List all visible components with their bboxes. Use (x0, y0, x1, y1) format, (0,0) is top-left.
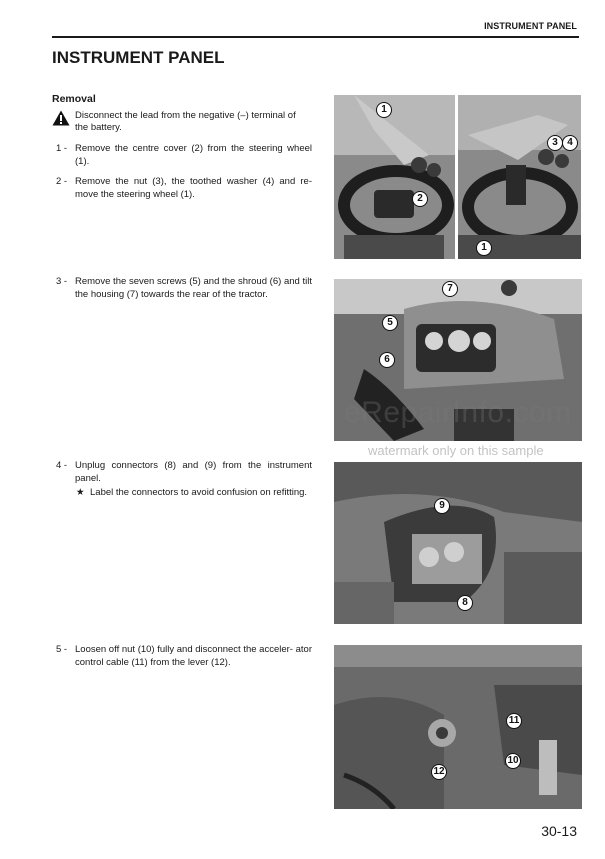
photo-connectors (334, 462, 582, 624)
step-number: 3 - (56, 276, 68, 287)
page-number: 30-13 (541, 823, 577, 839)
watermark-site: eRepairInfo.com (344, 396, 572, 429)
callout-10: 10 (505, 753, 521, 769)
step-text: Loosen off nut (10) fully and disconnect the acceler- ator control cable (11) from the lever (12). (75, 644, 312, 668)
star-icon: ★ (76, 487, 85, 498)
callout-7: 7 (442, 281, 458, 297)
running-head: INSTRUMENT PANEL (484, 21, 577, 31)
step-5 (56, 644, 312, 669)
step-number: 4 - (56, 460, 68, 471)
callout-11: 11 (506, 713, 522, 729)
step-text: Unplug connectors (8) and (9) from the instrument panel. (75, 460, 312, 484)
step-2 (56, 176, 312, 201)
note (76, 487, 312, 500)
note-text: Label the connectors to avoid confusion on refitting. (90, 487, 308, 498)
step-1 (56, 143, 312, 168)
watermark-note: watermark only on this sample (368, 443, 544, 458)
step-number: 2 - (56, 176, 68, 187)
warning-triangle-icon (52, 110, 70, 126)
callout-2: 2 (412, 191, 428, 207)
callout-12: 12 (431, 764, 447, 780)
photo-accelerator-cable (334, 645, 582, 809)
step-number: 1 - (56, 143, 68, 154)
warning-line-2: the battery. (75, 122, 122, 133)
callout-6: 6 (379, 352, 395, 368)
callout-1: 1 (476, 240, 492, 256)
step-text: Remove the nut (3), the toothed washer (4) and re- move the steering wheel (1). (75, 176, 312, 200)
callout-3: 3 (547, 135, 563, 151)
callout-5: 5 (382, 315, 398, 331)
step-number: 5 - (56, 644, 68, 655)
warning-line-1: Disconnect the lead from the negative (–) terminal of (75, 110, 296, 121)
callout-8: 8 (457, 595, 473, 611)
photo-steering-wheel-nut (458, 95, 581, 259)
section-subhead: Removal (52, 93, 96, 105)
step-text: Remove the seven screws (5) and the shroud (6) and tilt the housing (7) towards the rear of the tractor. (75, 276, 312, 300)
callout-4: 4 (562, 135, 578, 151)
page-title: INSTRUMENT PANEL (52, 48, 225, 67)
step-text: Remove the centre cover (2) from the steering wheel (1). (75, 143, 312, 167)
header-rule (52, 36, 579, 38)
callout-9: 9 (434, 498, 450, 514)
step-4 (56, 460, 312, 485)
callout-1: 1 (376, 102, 392, 118)
photo-steering-wheel-cover (334, 95, 455, 259)
step-3 (56, 276, 312, 301)
